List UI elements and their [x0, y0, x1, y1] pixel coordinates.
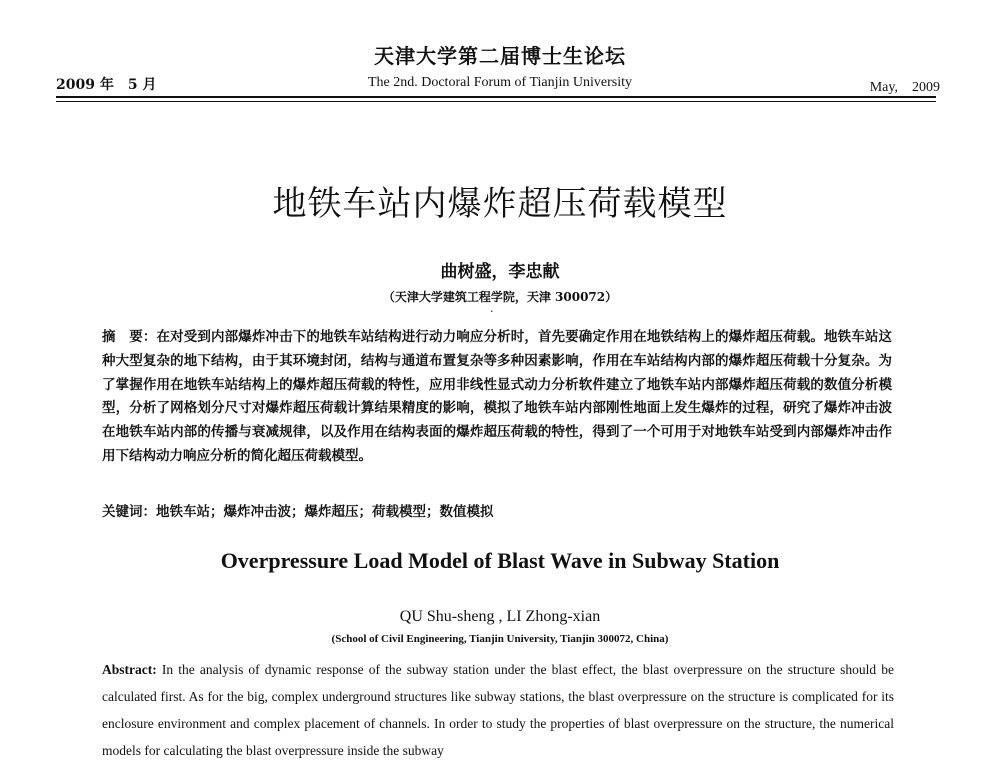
- header-date-en: May, 2009: [869, 80, 940, 95]
- abstract-en-text: In the analysis of dynamic response of the subway station under the blast effect, the blast overpressure on the structure should be calculated first. As for the big, complex underground structures like subway stations, the blast overpressure on the structure is complicated for its enclosure environment and complex placement of channels. In order to study the properties of blast overpressure on the structure, the numerical models for calculating the blast overpressure inside the subway: [102, 662, 894, 758]
- keywords-cn: [102, 500, 892, 520]
- header-rule-thin: [56, 101, 936, 102]
- affiliation-cn: （天津大学建筑工程学院，天津 300072）: [382, 290, 618, 304]
- header-rule-thick: [56, 96, 936, 98]
- keywords-cn-text: 地铁车站；爆炸冲击波；爆炸超压；荷载模型；数值模拟: [156, 504, 494, 520]
- affiliation-en: (School of Civil Engineering, Tianjin University, Tianjin 300072, China): [331, 633, 669, 645]
- authors-cn: 曲树盛，李忠献: [440, 262, 560, 282]
- forum-title-en: The 2nd. Doctoral Forum of Tianjin University: [367, 75, 633, 90]
- stray-dot: ·: [490, 305, 494, 318]
- abstract-cn: [102, 326, 892, 469]
- abstract-cn-text: 在对受到内部爆炸冲击下的地铁车站结构进行动力响应分析时，首先要确定作用在地铁结构上的爆炸超压荷载。地铁车站这种大型复杂的地下结构，由于其环境封闭，结构与通道布置复杂等多种因素影响，作用在车站结构内部的爆炸超压荷载十分复杂。为了掌握作用在地铁车站结构上的爆炸超压荷载的特性，应用非线性显式动力分析软件建立了地铁车站内部爆炸超压荷载的数值分析模型，分析了网格划分尺寸对爆炸超压荷载计算结果精度的影响，模拟了地铁车站内部刚性地面上发生爆炸的过程，研究了爆炸冲击波在地铁车站内部的传播与衰减规律，以及作用在结构表面的爆炸超压荷载的特性，得到了一个可用于对地铁车站受到内部爆炸冲击作用下结构动力响应分析的简化超压荷载模型。: [102, 329, 893, 464]
- header-date-cn: 2009 年 5 月: [56, 77, 157, 93]
- authors-en: QU Shu-sheng , LI Zhong-xian: [399, 608, 601, 625]
- forum-title-cn: 天津大学第二届博士生论坛: [374, 44, 626, 68]
- paper-title-cn: 地铁车站内爆炸超压荷载模型: [272, 184, 728, 224]
- abstract-cn-label: 摘 要：: [102, 329, 157, 345]
- abstract-en-label: Abstract:: [102, 662, 157, 677]
- paper-title-en: Overpressure Load Model of Blast Wave in Subway Station: [220, 548, 780, 573]
- keywords-cn-label: 关键词：: [102, 504, 156, 520]
- abstract-en: [102, 656, 894, 764]
